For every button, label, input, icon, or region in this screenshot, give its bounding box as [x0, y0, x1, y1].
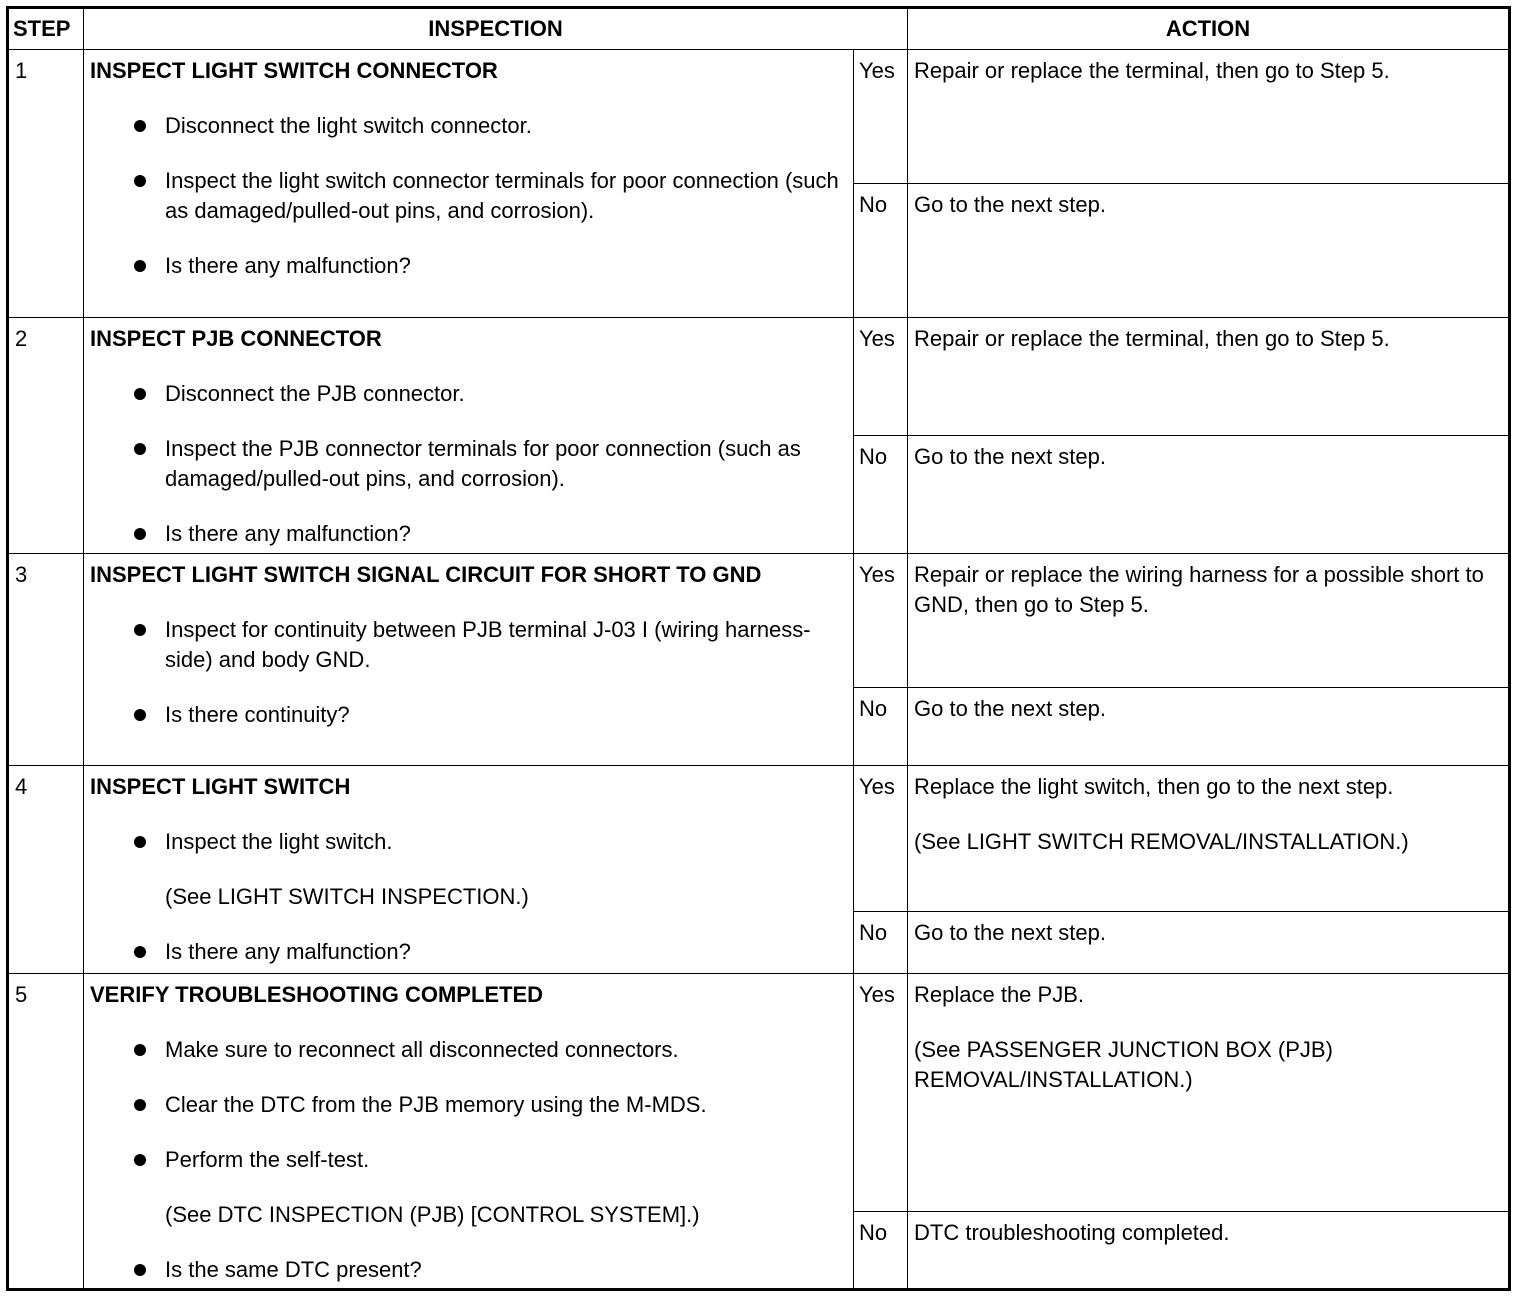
no-action: Go to the next step. — [908, 912, 1510, 974]
action-reference: (See LIGHT SWITCH REMOVAL/INSTALLATION.) — [914, 829, 1409, 854]
no-label: No — [854, 184, 908, 318]
inspection-title: INSPECT LIGHT SWITCH — [90, 774, 351, 799]
yes-action: Replace the light switch, then go to the next step. — [914, 774, 1394, 799]
bullet-item: Perform the self-test. — [90, 1145, 847, 1175]
step-number: 2 — [8, 318, 84, 554]
action-reference: (See PASSENGER JUNCTION BOX (PJB) REMOVAL/INSTALLATION.) — [914, 1037, 1333, 1092]
inspection-title: INSPECT LIGHT SWITCH SIGNAL CIRCUIT FOR SHORT TO GND — [90, 562, 762, 587]
yes-action: Replace the PJB. — [914, 982, 1084, 1007]
inspection-bullets — [90, 1035, 847, 1175]
bullet-item: Is there any malfunction? — [90, 937, 847, 967]
bullet-item: Is there continuity? — [90, 700, 847, 730]
bullet-item: Disconnect the light switch connector. — [90, 111, 847, 141]
no-action: Go to the next step. — [908, 184, 1510, 318]
bullet-item: Disconnect the PJB connector. — [90, 379, 847, 409]
step-2-yes-row — [8, 318, 1510, 436]
no-label: No — [854, 912, 908, 974]
reference-note: (See DTC INSPECTION (PJB) [CONTROL SYSTEM].) — [165, 1202, 700, 1227]
step-number: 5 — [8, 974, 84, 1290]
step-3-yes-row — [8, 554, 1510, 688]
inspection-bullets — [90, 937, 847, 967]
bullet-item: Inspect the light switch. — [90, 827, 847, 857]
inspection-title: INSPECT LIGHT SWITCH CONNECTOR — [90, 58, 498, 83]
step-4-yes-row — [8, 766, 1510, 912]
step-5-yes-row — [8, 974, 1510, 1212]
bullet-item: Make sure to reconnect all disconnected connectors. — [90, 1035, 847, 1065]
header-action: ACTION — [908, 8, 1510, 50]
header-inspection: INSPECTION — [84, 8, 908, 50]
no-action: Go to the next step. — [908, 436, 1510, 554]
yes-label: Yes — [854, 50, 908, 184]
inspection-bullets — [90, 827, 847, 857]
bullet-item: Is there any malfunction? — [90, 251, 847, 281]
inspection-cell — [84, 318, 854, 554]
step-number: 4 — [8, 766, 84, 974]
inspection-title: VERIFY TROUBLESHOOTING COMPLETED — [90, 982, 544, 1007]
yes-label: Yes — [854, 974, 908, 1212]
inspection-cell — [84, 766, 854, 974]
bullet-item: Is there any malfunction? — [90, 519, 847, 549]
yes-action-cell — [908, 766, 1510, 912]
bullet-item: Inspect for continuity between PJB terminal J-03 I (wiring harness-side) and body GND. — [90, 615, 847, 675]
inspection-bullets — [90, 379, 847, 549]
inspection-cell — [84, 50, 854, 318]
no-action: Go to the next step. — [908, 688, 1510, 766]
bullet-item: Inspect the light switch connector terminals for poor connection (such as damaged/pulled-out pins, and corrosion). — [90, 166, 847, 226]
bullet-item: Inspect the PJB connector terminals for poor connection (such as damaged/pulled-out pins, and corrosion). — [90, 434, 847, 494]
yes-label: Yes — [854, 318, 908, 436]
inspection-bullets — [90, 111, 847, 281]
yes-action-cell — [908, 974, 1510, 1212]
yes-label: Yes — [854, 554, 908, 688]
no-action: DTC troubleshooting completed. — [908, 1212, 1510, 1290]
step-1-yes-row — [8, 50, 1510, 184]
inspection-cell — [84, 974, 854, 1290]
bullet-item: Clear the DTC from the PJB memory using the M-MDS. — [90, 1090, 847, 1120]
yes-action: Repair or replace the terminal, then go to Step 5. — [908, 318, 1510, 436]
yes-label: Yes — [854, 766, 908, 912]
no-label: No — [854, 1212, 908, 1290]
inspection-title: INSPECT PJB CONNECTOR — [90, 326, 382, 351]
no-label: No — [854, 688, 908, 766]
no-label: No — [854, 436, 908, 554]
yes-action: Repair or replace the wiring harness for a possible short to GND, then go to Step 5. — [908, 554, 1510, 688]
inspection-bullets — [90, 1255, 847, 1285]
troubleshooting-table — [6, 6, 1511, 1291]
header-row — [8, 8, 1510, 50]
bullet-item: Is the same DTC present? — [90, 1255, 847, 1285]
reference-note: (See LIGHT SWITCH INSPECTION.) — [165, 884, 529, 909]
inspection-cell — [84, 554, 854, 766]
yes-action: Repair or replace the terminal, then go to Step 5. — [908, 50, 1510, 184]
inspection-bullets — [90, 615, 847, 730]
header-step: STEP — [8, 8, 84, 50]
step-number: 3 — [8, 554, 84, 766]
step-number: 1 — [8, 50, 84, 318]
